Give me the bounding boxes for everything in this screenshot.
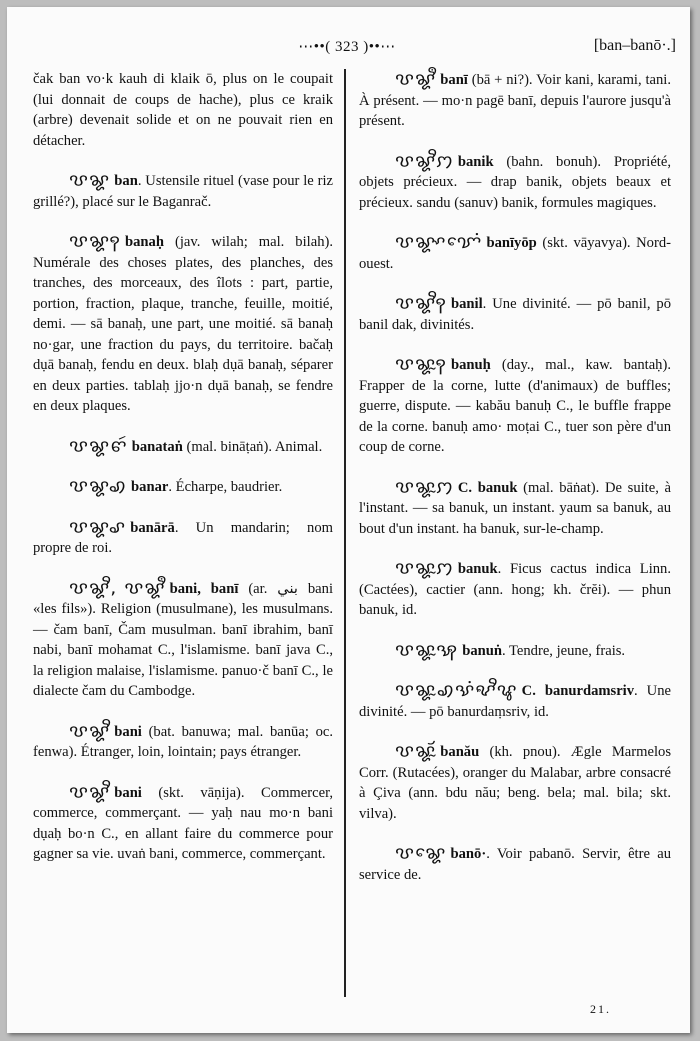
dictionary-entry [359, 151, 671, 214]
dictionary-entry [359, 293, 671, 335]
entry-headword: banik [457, 153, 494, 170]
entry-definition: . Une divinité. — pō banil, pō banil dak, divinités. [359, 296, 671, 333]
column-divider [344, 69, 346, 997]
entry-definition: (skt. vāṇija). Commercer, commerce, commerçant. — yaḥ nau mo·n bani dụaḥ bo·n C., en allant faire du commerce pour gagner sa vie. uvaṅ bani, commerce, commerçant. [33, 784, 333, 862]
entry-headword: banuḥ [451, 357, 491, 373]
entry-definition: (day., mal., kaw. bantaḥ). Frapper de la corne, lutte (d'animaux) de buffles; guerre, dispute. — kabău banuḥ C., le buffle frappe de la corne. banuḥ amo· moṭai C., tuer son père d'un coup de corne. [359, 357, 671, 455]
cham-script-headword: ꨝꨘꨪꩍ [395, 293, 448, 313]
entry-headword: bani, banī [169, 580, 239, 597]
dictionary-entry [33, 578, 333, 702]
dictionary-entry [359, 354, 671, 458]
entry-definition: . Voir pabanō. Servir, être au service de. [359, 846, 671, 883]
entry-definition: (bahn. bonuh). Propriété, objets précieux. — drap banik, objets beaux et précieux. sandu (sanuv) banik, formules magiques. [359, 153, 671, 211]
dictionary-entry [33, 231, 333, 417]
entry-headword: banaḥ [125, 234, 164, 250]
cham-script-headword: ꨝꨘꨪ [69, 720, 111, 741]
entry-definition: . Une divinité. — pō banurdaṃsriv, id. [359, 683, 671, 720]
entry-headword: banō· [450, 846, 487, 862]
dictionary-entry [33, 69, 333, 151]
cham-script-headword: ꨝꨘꨭꩉꨕꩌꨦꨪꨥ [395, 680, 518, 700]
dictionary-entry [33, 517, 333, 559]
cham-script-headword: ꨝꨘꨳꨢꨯꩌ [395, 232, 483, 252]
entry-headword: banīyōp [486, 235, 537, 251]
entry-definition: . Tendre, jeune, frais. [501, 642, 626, 659]
cham-script-headword: ꨝꨘꨪ [69, 781, 111, 802]
entry-definition: (mal. bināṭaṅ). Animal. [182, 438, 323, 455]
cham-script-headword: ꨝꨘꩍ [69, 231, 122, 251]
entry-headword: C. banuk [457, 479, 518, 496]
entry-definition: (jav. wilah; mal. bilah). Numérale des choses plates, des planches, des tranches, des morceaux, des îlots : part, partie, portion, fraction, plaque, tranche, feuille, moitié, demi. — sā banaḥ, une part, une moitié. sā banaḥ no·gar, une fraction du pays, du territoire. bačaḥ dụā banaḥ, fendu en deux. blaḥ dụā banaḥ, séparer en deux parties. tablaḥ jjo·n dụā banaḥ, se fendre en deux plaques. [33, 234, 333, 414]
cham-script-headword: ꨝꨘꨪꩀ [395, 150, 454, 171]
cham-script-headword: ꨝꨘꨭꩀ [395, 558, 454, 578]
entry-headword: banuṅ [462, 642, 502, 659]
page-number: ⋯••( 323 )••⋯ [298, 39, 396, 55]
entry-definition: . Écharpe, baudrier. [168, 479, 283, 495]
cham-script-headword: ꨝꨘꨪ, ꨝꨘꨫ [69, 577, 166, 598]
dictionary-entry [33, 436, 333, 458]
entry-headword: bani [114, 784, 142, 801]
dictionary-entry [359, 558, 671, 621]
entry-definition: čak ban vo·k kauh di klaik ō, plus on le coupait (lui donnait de coups de hache), plus ce kraik (arbre) devenait solide et on ne pouvait rien en détacher. [33, 71, 333, 149]
entry-definition: (kh. pnou). Ægle Marmelos Corr. (Rutacées), oranger du Malabar, arbre consacré à Çiva (ann. bdu nău; beng. bela; mal. bila; skt. vilva). [359, 744, 671, 822]
cham-script-headword: ꨝꨘꨯ [395, 843, 447, 863]
left-column [33, 69, 333, 884]
entry-headword: banău [440, 744, 480, 760]
entry-headword: banil [451, 296, 483, 312]
entry-headword: banuk [457, 561, 498, 577]
entry-headword: bani [114, 723, 142, 740]
cham-script-headword: ꨝꨘꨭꩀ [395, 476, 454, 497]
dictionary-entry [359, 843, 671, 885]
dictionary-entry [33, 476, 333, 498]
entry-headword: ban [114, 173, 138, 189]
cham-script-headword: ꨝꨘꨓꩃ [69, 435, 128, 456]
cham-script-headword: ꨝꨘꩉ [69, 476, 128, 496]
entry-definition: . Un mandarin; nom propre de roi. [33, 519, 333, 556]
right-column [359, 69, 671, 904]
dictionary-entry [33, 782, 333, 865]
cham-script-headword: ꨝꨘ [69, 170, 111, 190]
entry-definition: (mal. bāṅat). De suite, à l'instant. — sa banuk, un instant. yaum sa banuk, au bout d'un instant. ha banuk, sur-le-champ. [359, 479, 671, 537]
cham-script-headword: ꨝꨘꨭꩂ [395, 639, 459, 660]
entry-definition: (ar. بني bani «les fils»). Religion (musulmane), les musulmans. — čam banī, Čam musulman. banī ibrahim, banī nabi, banī mohamat C., l'islamisme. banī java C., la religion malaise, l'islamisme. panuo·č banī C., le dialecte čam du Cambodge. [33, 580, 333, 699]
entry-headword: C. banurdamsriv [521, 683, 635, 699]
dictionary-entry [33, 721, 333, 763]
entry-definition: . Ficus cactus indica Linn. (Cactées), cactier (ann. hong; kh. črĕi). — phun banuk, id. [359, 561, 671, 618]
entry-headword: banī [440, 72, 468, 88]
cham-script-headword: ꨝꨘꨮꨭ [395, 741, 437, 761]
signature-mark: 21. [590, 1002, 611, 1016]
dictionary-entry [359, 640, 671, 662]
dictionary-entry [359, 741, 671, 824]
cham-script-headword: ꨝꨘꨣ [69, 516, 127, 537]
entry-headword: banārā [130, 519, 175, 536]
entry-definition: (bat. banuwa; mal. banūa; oc. fenwa). Étranger, loin, lointain; pays étranger. [33, 723, 333, 760]
entry-definition: (skt. vāyavya). Nord-ouest. [359, 235, 671, 272]
entry-definition: . Ustensile rituel (vase pour le riz grillé?), placé sur le Baganrač. [33, 173, 333, 210]
dictionary-entry [33, 170, 333, 212]
entry-headword: banataṅ [131, 438, 183, 455]
dictionary-entry [359, 680, 671, 722]
cham-script-headword: ꨝꨘꨭꩍ [395, 354, 448, 374]
dictionary-entry [359, 232, 671, 274]
entry-headword: banar [131, 479, 169, 495]
dictionary-page [7, 7, 690, 1033]
dictionary-entry [359, 69, 671, 132]
cham-script-headword: ꨝꨘꨫ [395, 69, 437, 89]
page-header [7, 37, 690, 71]
dictionary-entry [359, 477, 671, 540]
running-head: [ban–banō·.] [593, 37, 676, 54]
entry-definition: (bā + ni?). Voir kani, karami, tani. À présent. — mo·n pagē banī, depuis l'aurore jusqu'à présent. [359, 72, 671, 129]
